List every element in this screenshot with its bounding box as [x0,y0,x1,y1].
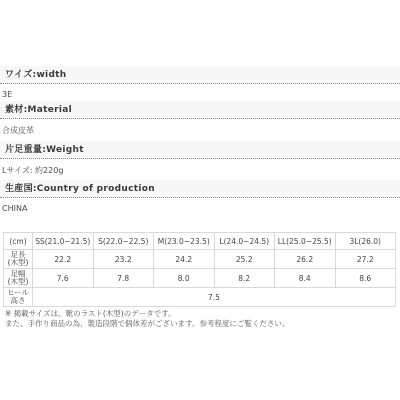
material-value: 合成皮革 [2,126,34,135]
note-line: また、手作り商品の為、製造段階で個体差がございます。参考程度にご覧ください。 [5,319,290,328]
material-heading-bar [0,101,400,119]
row-label-foot-width [4,269,33,288]
size-table-header-row [4,233,396,250]
table-row [4,288,396,307]
width-heading-bar [0,66,400,84]
row-label-heel-height [4,288,33,307]
table-row [4,250,396,269]
table-cell: 7.8 [93,269,154,288]
size-column-header: LL(25.0~25.5) [275,233,336,250]
weight-heading: 片足重量:Weight [5,145,84,155]
heel-height-value: 7.5 [33,288,396,307]
row-label-line: (木型) [7,258,29,267]
table-row [4,269,396,288]
material-heading: 素材:Material [5,105,73,115]
size-column-header: M(23.0~23.5) [154,233,215,250]
size-column-header: 3L(26.0) [335,233,396,250]
row-label-line: (木型) [7,277,29,286]
size-column-header: L(24.0~24.5) [214,233,275,250]
row-label-line: ヒール [6,288,30,297]
table-cell: 24.2 [154,250,215,269]
size-notes [5,309,289,329]
weight-heading-bar [0,141,400,159]
origin-value: CHINA [2,204,28,213]
unit-header: (cm) [4,233,33,250]
table-cell: 8.4 [275,269,336,288]
table-cell: 8.6 [335,269,396,288]
table-cell: 26.2 [275,250,336,269]
table-cell: 23.2 [93,250,154,269]
origin-heading: 生産国:Country of production [5,184,155,194]
weight-value: Lサイズ: 約220g [2,166,64,175]
width-heading: ワイズ:width [5,70,67,80]
row-label-line: 足幅 [10,269,26,278]
table-cell: 8.2 [214,269,275,288]
origin-heading-bar [0,180,400,198]
row-label-line: 高さ [10,296,26,305]
table-cell: 22.2 [33,250,94,269]
table-cell: 7.6 [33,269,94,288]
width-value: 3E [2,90,13,99]
table-cell: 25.2 [214,250,275,269]
table-cell: 8.0 [154,269,215,288]
row-label-foot-length [4,250,33,269]
table-cell: 27.2 [335,250,396,269]
size-column-header: SS(21.0~21.5) [33,233,94,250]
size-column-header: S(22.0~22.5) [93,233,154,250]
row-label-line: 足長 [10,250,26,259]
note-line: ※ 掲載サイズは、靴のラスト(木型)のデータです。 [5,309,176,318]
size-table [3,232,396,307]
